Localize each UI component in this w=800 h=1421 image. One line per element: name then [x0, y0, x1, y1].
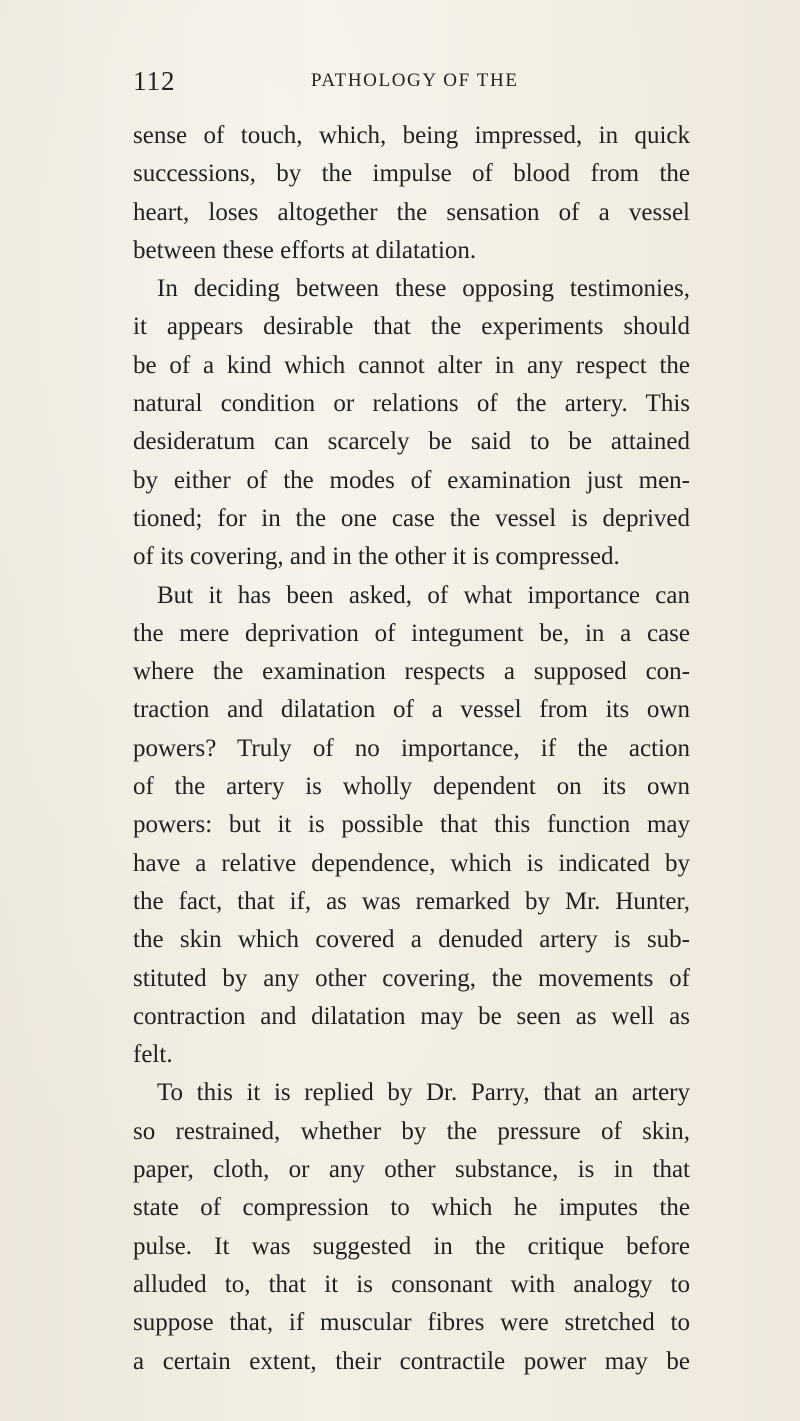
- page-number: 112: [133, 66, 176, 96]
- text-line: stituted by any other covering, the movements of: [133, 964, 690, 992]
- text-line: powers? Truly of no importance, if the action: [133, 734, 690, 762]
- text-line: have a relative dependence, which is indicated by: [133, 849, 690, 877]
- text-line: state of compression to which he imputes the: [133, 1194, 690, 1222]
- text-line: by either of the modes of examination just men-: [133, 466, 690, 494]
- text-line: the mere deprivation of integument be, in a case: [133, 619, 690, 647]
- body-text: [133, 117, 690, 1381]
- text-line: where the examination respects a supposed con-: [133, 658, 690, 686]
- text-line: of the artery is wholly dependent on its own: [133, 773, 690, 801]
- text-line: it appears desirable that the experiments should: [133, 313, 690, 341]
- text-line: traction and dilatation of a vessel from its own: [133, 696, 690, 724]
- text-line: tioned; for in the one case the vessel is deprived: [133, 504, 690, 532]
- text-line: heart, loses altogether the sensation of a vessel: [133, 198, 690, 226]
- text-line: powers: but it is possible that this function may: [133, 811, 690, 839]
- text-line: of its covering, and in the other it is compressed.: [133, 543, 620, 571]
- text-line: a certain extent, their contractile power may be: [133, 1347, 690, 1375]
- text-line: sense of touch, which, being impressed, in quick: [133, 122, 690, 149]
- text-line: successions, by the impulse of blood from the: [133, 160, 690, 188]
- text-line: desideratum can scarcely be said to be attained: [133, 428, 690, 456]
- text-line: paper, cloth, or any other substance, is in that: [133, 1156, 690, 1184]
- text-line: contraction and dilatation may be seen as well as: [133, 1002, 690, 1030]
- running-title: PATHOLOGY OF THE: [311, 70, 519, 91]
- text-line: so restrained, whether by the pressure of skin,: [133, 1117, 690, 1145]
- text-line: be of a kind which cannot alter in any respect the: [133, 351, 690, 379]
- text-line: But it has been asked, of what importance can: [157, 581, 690, 609]
- text-line: between these efforts at dilatation.: [133, 236, 477, 264]
- running-head: [133, 66, 690, 106]
- text-line: the skin which covered a denuded artery is sub-: [133, 926, 690, 954]
- text-line: To this it is replied by Dr. Parry, that an artery: [157, 1079, 690, 1107]
- text-line: the fact, that if, as was remarked by Mr. Hunter,: [133, 887, 690, 915]
- text-line: pulse. It was suggested in the critique before: [133, 1232, 690, 1260]
- text-line: felt.: [133, 1041, 173, 1069]
- text-line: natural condition or relations of the artery. This: [133, 390, 690, 418]
- text-line: In deciding between these opposing testimonies,: [157, 275, 690, 303]
- text-line: suppose that, if muscular fibres were stretched to: [133, 1309, 690, 1337]
- text-line: alluded to, that it is consonant with analogy to: [133, 1270, 690, 1298]
